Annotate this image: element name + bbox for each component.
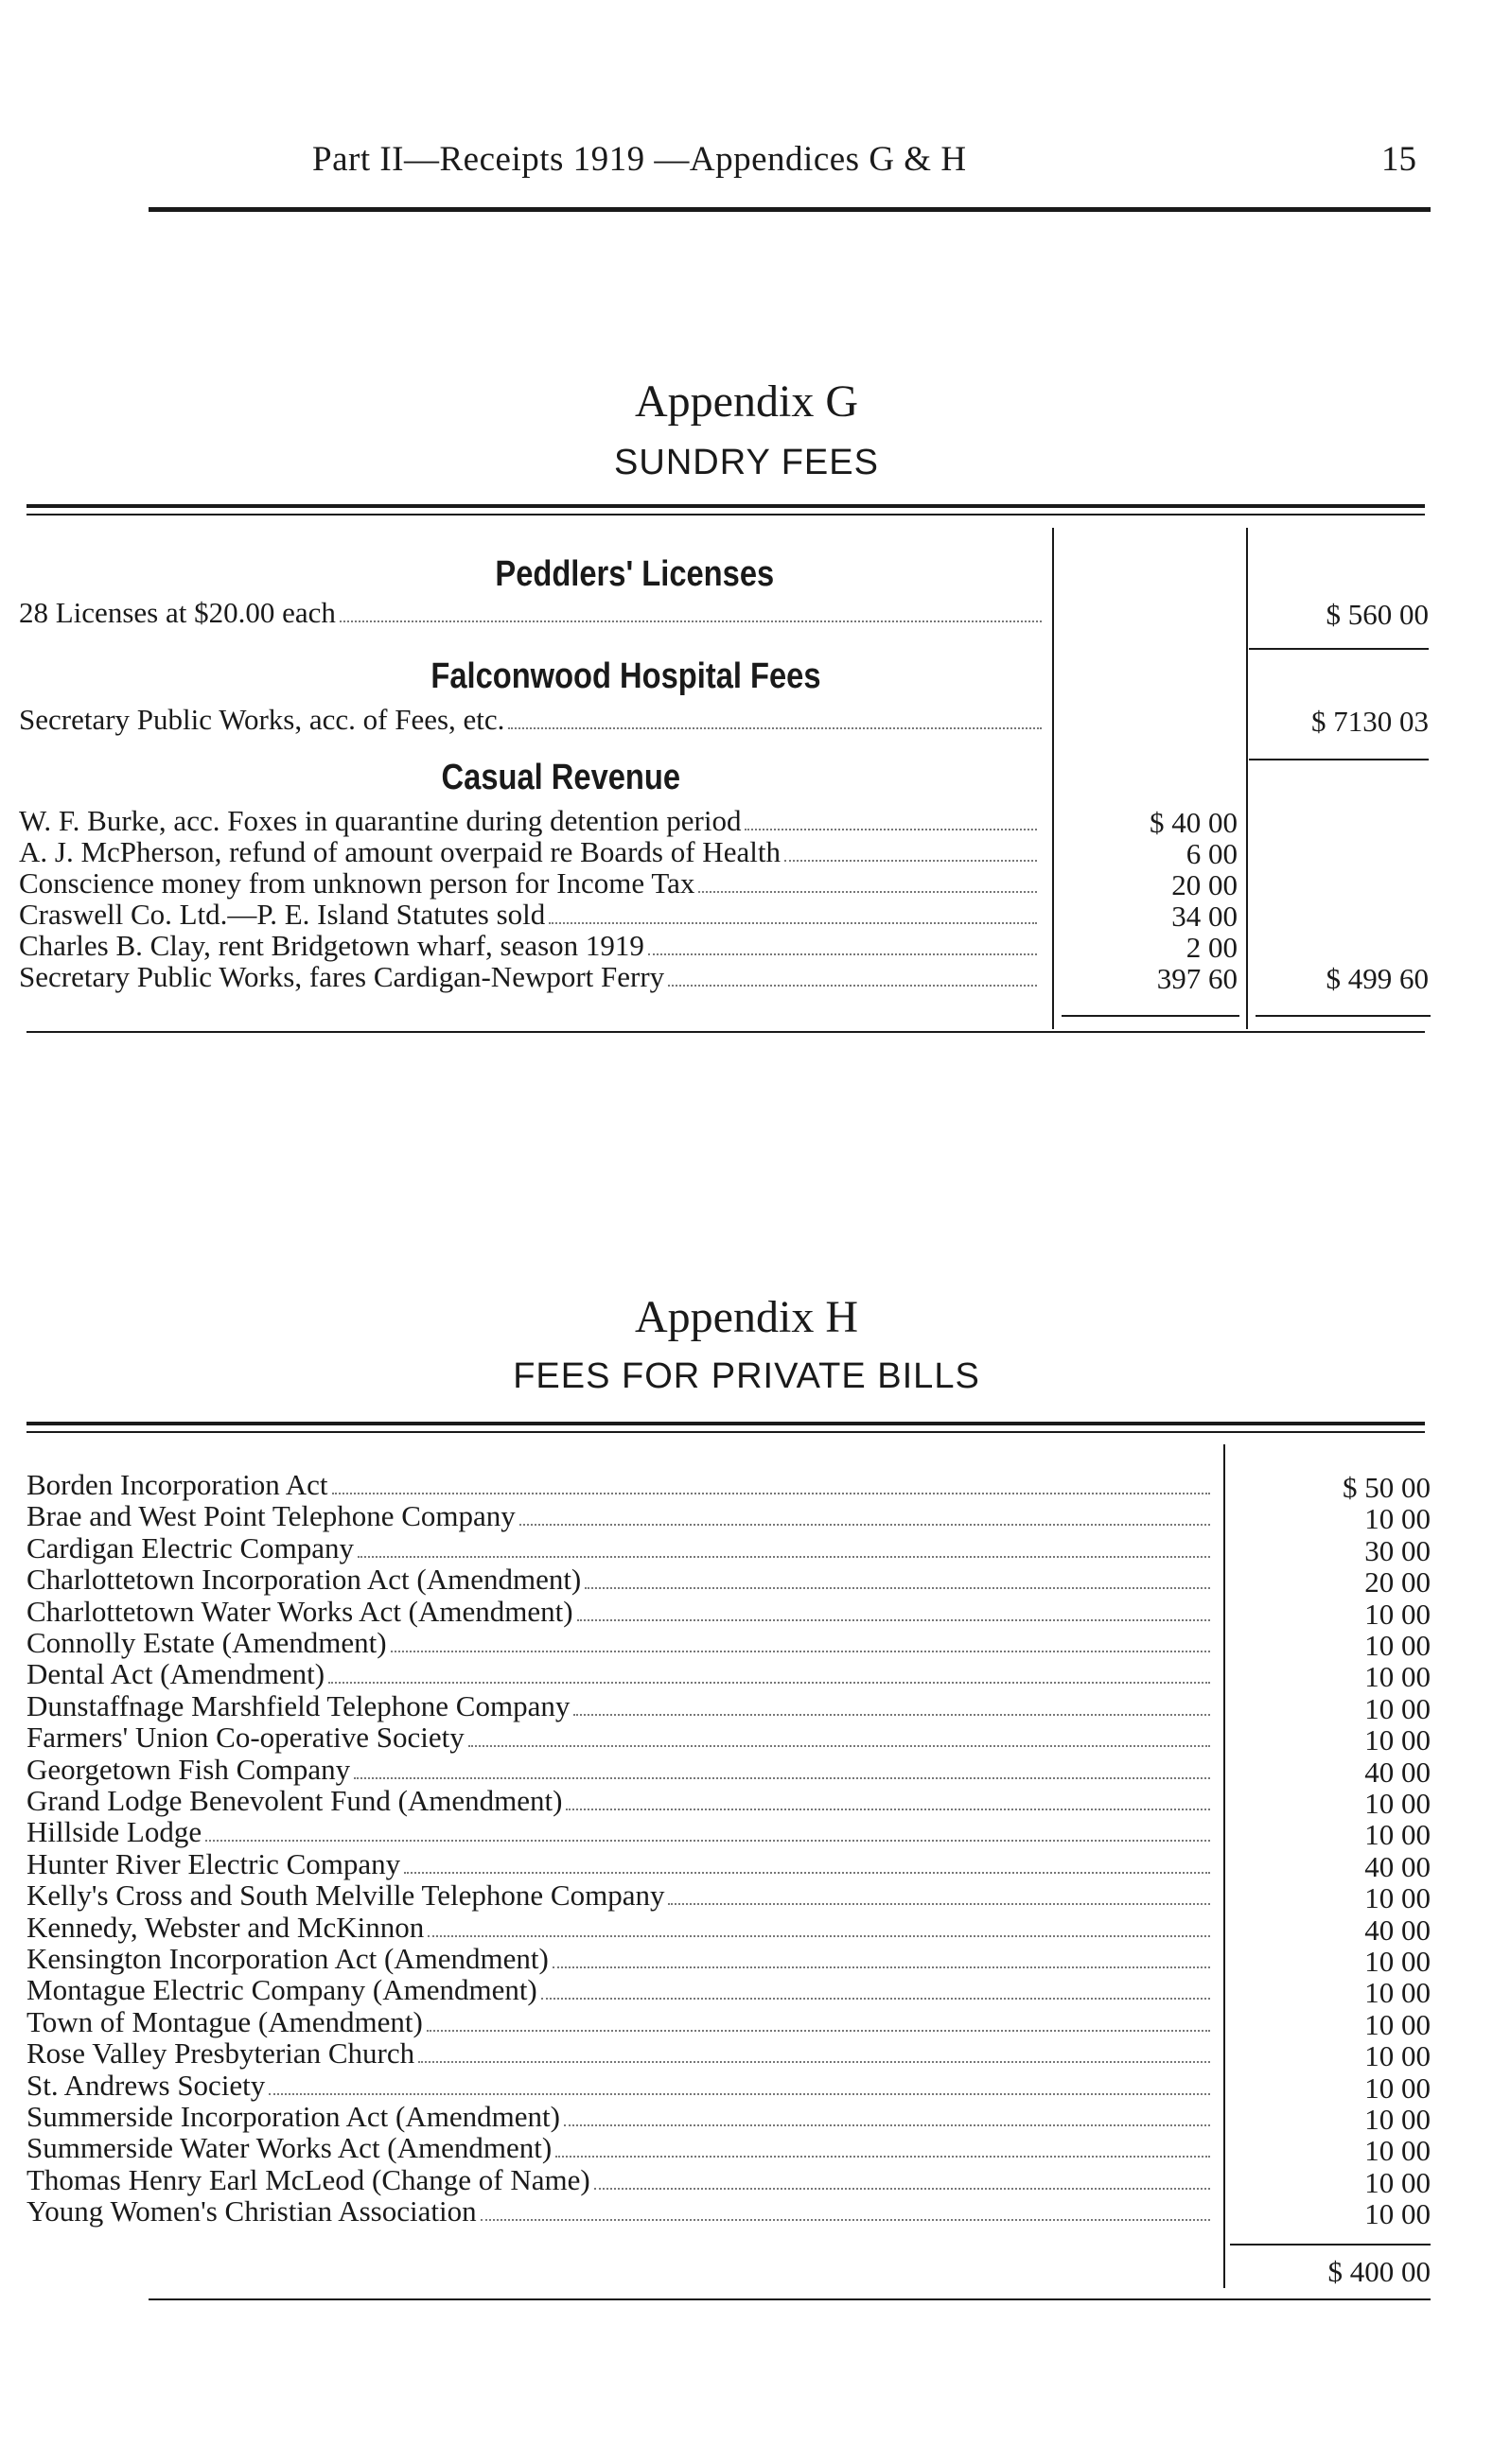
appendix-h-subtitle: FEES FOR PRIVATE BILLS (513, 1356, 980, 1396)
bill-name: Summerside Water Works Act (Amendment) (26, 2131, 553, 2164)
total-rule (1256, 1015, 1431, 1017)
appendix-g-top-rule (26, 504, 1425, 516)
bill-row (26, 1784, 1214, 1818)
leader-dots (549, 922, 1037, 924)
bill-name: Thomas Henry Earl McLeod (Change of Name) (26, 2163, 590, 2196)
detail-amount: 6 00 (1186, 837, 1238, 870)
appendix-g-title: Appendix G (635, 376, 858, 427)
bill-row (26, 1595, 1214, 1629)
ledger-row (19, 962, 1041, 994)
leader-dots (784, 860, 1037, 862)
bill-fee-amount: 10 00 (1364, 2039, 1431, 2072)
leader-dots (566, 1809, 1210, 1810)
section-heading-casual-revenue: Casual Revenue (441, 758, 681, 797)
leader-dots (585, 1587, 1210, 1589)
leader-dots (508, 727, 1042, 729)
leader-dots (269, 2093, 1210, 2095)
bill-name: Hillside Lodge (26, 1815, 202, 1848)
leader-dots (328, 1682, 1210, 1684)
bill-row (26, 2036, 1214, 2071)
leader-dots (418, 2061, 1210, 2063)
detail-amount: 34 00 (1171, 900, 1238, 933)
ledger-row (19, 806, 1041, 838)
bill-name: Georgetown Fish Company (26, 1753, 351, 1786)
bill-row (26, 1911, 1214, 1945)
header-rule (149, 207, 1431, 212)
ledger-row-label: Conscience money from unknown person for Income Tax (19, 866, 695, 900)
bill-fee-amount: 10 00 (1364, 1723, 1431, 1756)
bill-row (26, 1531, 1214, 1565)
appendix-h-column-rule (1223, 1444, 1225, 2288)
appendix-h-total: $ 400 00 (1327, 2255, 1431, 2288)
ledger-row-label: Charles B. Clay, rent Bridgetown wharf, season 1919 (19, 929, 644, 962)
bill-row (26, 1468, 1214, 1502)
bill-name: Charlottetown Water Works Act (Amendment) (26, 1595, 573, 1628)
bill-name: Cardigan Electric Company (26, 1531, 355, 1564)
bill-row (26, 2005, 1214, 2039)
appendix-g-bottom-rule (26, 1031, 1425, 1033)
bill-fee-amount: 10 00 (1364, 1692, 1431, 1725)
bill-fee-amount: 10 00 (1364, 2103, 1431, 2136)
page-number: 15 (1381, 140, 1416, 179)
ledger-row (19, 705, 1045, 737)
detail-amount: 2 00 (1186, 931, 1238, 964)
bill-name: Dental Act (Amendment) (26, 1657, 325, 1690)
leader-dots (573, 1714, 1210, 1716)
bill-name: Rose Valley Presbyterian Church (26, 2036, 415, 2070)
bill-name: Kelly's Cross and South Melville Telephone Company (26, 1879, 665, 1912)
bill-row (26, 2194, 1214, 2228)
bill-row (26, 2131, 1214, 2165)
bill-fee-amount: 20 00 (1364, 1565, 1431, 1599)
bill-row (26, 2071, 1214, 2103)
subtotal-rule (1062, 1015, 1239, 1017)
leader-dots (541, 1998, 1210, 2000)
bill-fee-amount: 10 00 (1364, 1818, 1431, 1851)
bill-row (26, 1499, 1214, 1533)
detail-amount: 397 60 (1156, 962, 1238, 995)
bill-fee-amount: 10 00 (1364, 1629, 1431, 1662)
bill-name: Farmers' Union Co-operative Society (26, 1721, 465, 1754)
detail-amount: 20 00 (1171, 868, 1238, 901)
bill-name: Grand Lodge Benevolent Fund (Amendment) (26, 1784, 563, 1817)
bill-row (26, 1565, 1214, 1597)
bill-row (26, 1689, 1214, 1723)
bill-fee-amount: 10 00 (1364, 1976, 1431, 2009)
total-rule (1249, 759, 1429, 760)
bill-row (26, 1753, 1214, 1787)
leader-dots (519, 1524, 1210, 1526)
running-title: Part II—Receipts 1919 —Appendices G & H (312, 140, 967, 179)
section-total: $ 560 00 (1326, 598, 1429, 631)
leader-dots (468, 1745, 1210, 1747)
bill-name: Montague Electric Company (Amendment) (26, 1973, 537, 2006)
leader-dots (648, 953, 1037, 955)
bill-row (26, 1942, 1214, 1976)
bill-row (26, 1847, 1214, 1881)
section-heading-peddlers: Peddlers' Licenses (495, 554, 774, 594)
bill-fee-amount: $ 50 00 (1343, 1471, 1431, 1504)
bill-fee-amount: 10 00 (1364, 2071, 1431, 2105)
bill-name: Connolly Estate (Amendment) (26, 1626, 387, 1659)
appendix-h-bottom-rule (149, 2298, 1431, 2300)
bill-fee-amount: 10 00 (1364, 2134, 1431, 2167)
leader-dots (553, 1966, 1210, 1968)
leader-dots (428, 1935, 1210, 1937)
bill-name: Hunter River Electric Company (26, 1847, 401, 1880)
appendix-g-column-rule-right (1246, 528, 1248, 1029)
bill-fee-amount: 10 00 (1364, 1502, 1431, 1535)
leader-dots (358, 1556, 1210, 1558)
bill-fee-amount: 40 00 (1364, 1756, 1431, 1789)
bill-row (26, 2100, 1214, 2134)
bill-name: St. Andrews Society (26, 2069, 266, 2102)
bill-row (26, 1626, 1214, 1660)
section-total: $ 499 60 (1326, 962, 1429, 995)
ledger-row-label: Secretary Public Works, fares Cardigan-Newport Ferry (19, 960, 665, 993)
bill-name: Young Women's Christian Association (26, 2194, 477, 2228)
appendix-g-subtitle: SUNDRY FEES (614, 443, 879, 482)
bill-name: Brae and West Point Telephone Company (26, 1499, 516, 1532)
leader-dots (205, 1840, 1210, 1842)
appendix-g-column-rule-left (1052, 528, 1054, 1029)
leader-dots (555, 2156, 1210, 2158)
bill-name: Kensington Incorporation Act (Amendment) (26, 1942, 549, 1975)
total-rule (1230, 2244, 1431, 2246)
section-total: $ 7130 03 (1311, 705, 1429, 738)
ledger-row-label: A. J. McPherson, refund of amount overpaid re Boards of Health (19, 835, 781, 868)
bill-name: Town of Montague (Amendment) (26, 2005, 423, 2038)
section-heading-falconwood: Falconwood Hospital Fees (430, 656, 821, 696)
bill-fee-amount: 10 00 (1364, 2197, 1431, 2230)
bill-name: Summerside Incorporation Act (Amendment) (26, 2100, 560, 2133)
ledger-row (19, 598, 1045, 630)
leader-dots (577, 1619, 1210, 1621)
bill-fee-amount: 10 00 (1364, 2008, 1431, 2041)
leader-dots (332, 1493, 1210, 1494)
leader-dots (391, 1651, 1210, 1652)
bill-row (26, 2163, 1214, 2197)
bill-name: Borden Incorporation Act (26, 1468, 328, 1501)
bill-row (26, 1723, 1214, 1755)
appendix-h-top-rule (26, 1422, 1425, 1433)
bill-row (26, 1973, 1214, 2007)
ledger-row-label: 28 Licenses at $20.00 each (19, 596, 336, 629)
leader-dots (481, 2219, 1210, 2221)
bill-fee-amount: 30 00 (1364, 1534, 1431, 1567)
bill-fee-amount: 10 00 (1364, 1660, 1431, 1693)
bill-fee-amount: 10 00 (1364, 1598, 1431, 1631)
bill-row (26, 1815, 1214, 1849)
bill-name: Charlottetown Incorporation Act (Amendment) (26, 1563, 582, 1596)
bill-fee-amount: 10 00 (1364, 1945, 1431, 1978)
leader-dots (354, 1777, 1210, 1779)
ledger-row (19, 900, 1041, 932)
detail-amount: $ 40 00 (1150, 806, 1238, 839)
leader-dots (564, 2124, 1210, 2126)
leader-dots (404, 1872, 1210, 1874)
bill-name: Dunstaffnage Marshfield Telephone Company (26, 1689, 571, 1722)
bill-fee-amount: 40 00 (1364, 1850, 1431, 1883)
ledger-row-label: W. F. Burke, acc. Foxes in quarantine during detention period (19, 804, 742, 837)
bill-row (26, 1657, 1214, 1691)
ledger-row-label: Craswell Co. Ltd.—P. E. Island Statutes sold (19, 898, 546, 931)
total-rule (1249, 648, 1429, 650)
leader-dots (594, 2188, 1210, 2190)
leader-dots (745, 829, 1037, 830)
bill-name: Kennedy, Webster and McKinnon (26, 1911, 425, 1944)
ledger-row-label: Secretary Public Works, acc. of Fees, etc. (19, 703, 505, 736)
bill-fee-amount: 10 00 (1364, 2166, 1431, 2199)
leader-dots (427, 2030, 1210, 2032)
ledger-row (19, 868, 1041, 900)
appendix-h-title: Appendix H (635, 1292, 858, 1342)
leader-dots (340, 620, 1042, 622)
ledger-row (19, 931, 1041, 963)
bill-row (26, 1881, 1214, 1913)
leader-dots (698, 891, 1037, 893)
leader-dots (668, 1903, 1210, 1905)
bill-fee-amount: 10 00 (1364, 1881, 1431, 1914)
leader-dots (668, 985, 1037, 987)
bill-fee-amount: 40 00 (1364, 1914, 1431, 1947)
ledger-row (19, 837, 1041, 869)
bill-fee-amount: 10 00 (1364, 1787, 1431, 1820)
